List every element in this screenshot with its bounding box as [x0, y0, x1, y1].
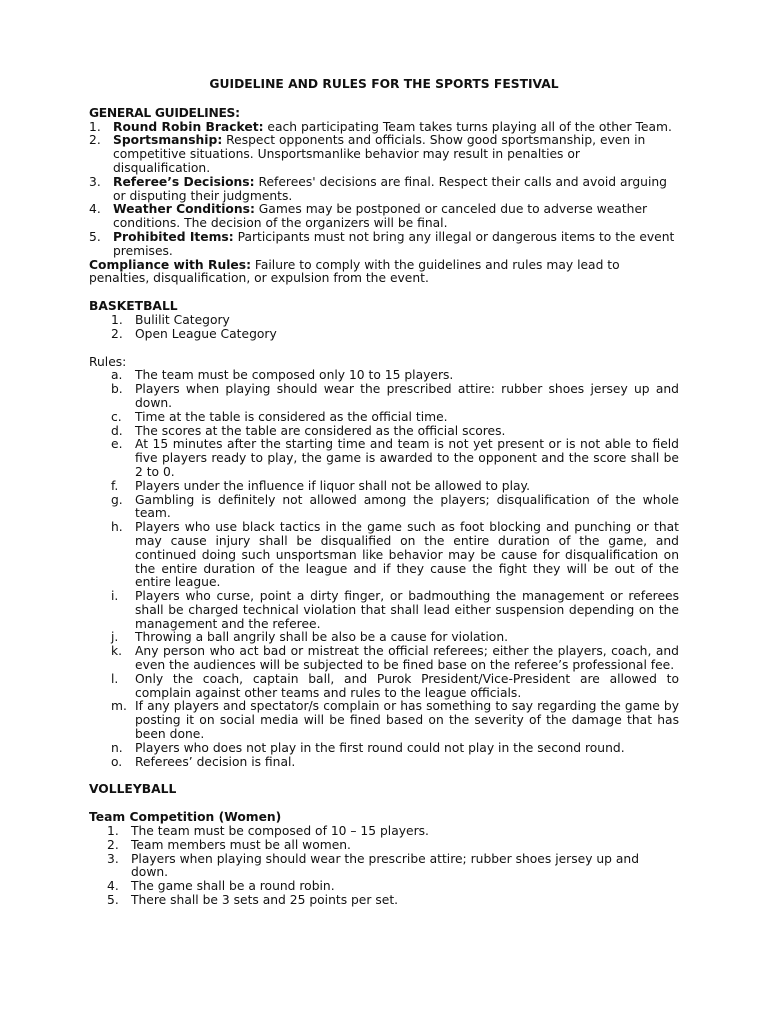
item-number: 1. — [111, 312, 123, 327]
compliance-paragraph — [89, 259, 679, 287]
list-item — [89, 176, 679, 204]
list-item — [89, 134, 679, 175]
item-label: Prohibited Items: — [113, 229, 234, 244]
list-item — [89, 314, 679, 328]
list-item — [89, 480, 679, 494]
item-text: The team must be composed of 10 – 15 players. — [131, 824, 429, 839]
item-text: Throwing a ball angrily shall be also be a cause for violation. — [135, 630, 509, 645]
item-letter: m. — [111, 699, 127, 714]
item-text: Players who curse, point a dirty finger, or badmouthing the management or referees shall be charged technical violation that shall lead either suspension depending on the management and the referee. — [135, 589, 679, 631]
item-text: At 15 minutes after the starting time and team is not yet present or is not able to field five players ready to play, the game is awarded to the opponent and the score shall be 2 to 0. — [135, 437, 679, 479]
volleyball-heading: VOLLEYBALL — [89, 782, 177, 797]
item-letter: l. — [111, 671, 119, 686]
list-item — [89, 328, 679, 342]
list-item — [89, 425, 679, 439]
item-letter: f. — [111, 478, 119, 493]
item-text: Referees' decisions are final. Respect their calls and avoid arguing or disputing their judgments. — [113, 174, 667, 203]
item-text: There shall be 3 sets and 25 points per set. — [131, 893, 399, 908]
item-number: 2. — [107, 837, 119, 852]
list-item — [89, 853, 679, 881]
item-number: 5. — [107, 893, 119, 908]
list-item — [89, 438, 679, 479]
item-text: If any players and spectator/s complain or has something to say regarding the game by posting it on social media will be fined based on the severity of the damage that has been done. — [135, 699, 679, 742]
item-letter: c. — [111, 409, 122, 424]
list-item — [89, 121, 679, 135]
list-item — [89, 383, 679, 411]
item-text: Bulilit Category — [135, 312, 230, 327]
item-letter: o. — [111, 754, 123, 769]
item-number: 5. — [89, 229, 101, 244]
item-text: Games may be postponed or canceled due to adverse weather conditions. The decision of the organizers will be final. — [113, 202, 648, 231]
list-item — [89, 700, 679, 741]
item-text: each participating Team takes turns playing all of the other Team. — [263, 119, 672, 134]
item-number: 1. — [89, 119, 101, 134]
list-item — [89, 203, 679, 231]
compliance-label: Compliance with Rules: — [89, 257, 251, 272]
item-letter: j. — [111, 630, 119, 645]
item-text: Players who does not play in the first round could not play in the second round. — [135, 740, 625, 755]
item-text: Players when playing should wear the prescribed attire: rubber shoes jersey up and down. — [135, 382, 679, 410]
list-item — [89, 231, 679, 259]
item-text: Time at the table is considered as the official time. — [135, 409, 448, 424]
item-letter: h. — [111, 520, 123, 535]
list-item — [89, 825, 679, 839]
item-text: Gambling is definitely not allowed among the players; disqualification of the whole team. — [135, 492, 679, 521]
basketball-rules-list — [89, 369, 679, 769]
basketball-categories-list — [89, 314, 679, 342]
item-label: Sportsmanship: — [113, 133, 223, 148]
basketball-heading: BASKETBALL — [89, 299, 178, 314]
item-label: Round Robin Bracket: — [113, 119, 264, 134]
item-text: The game shall be a round robin. — [131, 879, 335, 894]
item-number: 2. — [111, 326, 123, 341]
document-title: GUIDELINE AND RULES FOR THE SPORTS FESTIVAL — [209, 77, 559, 91]
list-item — [89, 645, 679, 673]
list-item — [89, 521, 679, 590]
list-item — [89, 839, 679, 853]
item-letter: n. — [111, 740, 123, 755]
item-number: 3. — [107, 851, 119, 866]
item-text: Only the coach, captain ball, and Purok President/Vice-President are allowed to complain against other teams and rules to the league officials. — [135, 671, 679, 700]
item-text: Players who use black tactics in the game such as foot blocking and punching or that may cause injury shall be disqualified on the entire duration of the game, and continued doing such unsportsman like behavior may be cause for disqualification on the entire duration of the league and if they cause the fight they will be out of the entire league. — [135, 520, 679, 590]
item-label: Weather Conditions: — [113, 202, 255, 217]
item-text: The team must be composed only 10 to 15 players. — [135, 368, 454, 383]
item-text: Team members must be all women. — [131, 837, 351, 852]
item-letter: g. — [111, 492, 123, 507]
list-item — [89, 631, 679, 645]
list-item — [89, 673, 679, 701]
list-item — [89, 494, 679, 522]
item-text: Referees’ decision is final. — [135, 754, 296, 769]
item-letter: a. — [111, 368, 123, 383]
item-text: The scores at the table are considered as the official scores. — [135, 423, 506, 438]
item-text: Any person who act bad or mistreat the official referees; either the players, coach, and even the audiences will be subjected to be fined base on the referee’s professional fee. — [135, 644, 679, 673]
list-item — [89, 756, 679, 770]
volleyball-list — [89, 825, 679, 908]
general-guidelines-list — [89, 121, 679, 259]
item-letter: d. — [111, 423, 123, 438]
item-number: 3. — [89, 174, 101, 189]
list-item — [89, 590, 679, 631]
item-number: 4. — [89, 202, 101, 217]
item-label: Referee’s Decisions: — [113, 174, 255, 189]
item-letter: e. — [111, 437, 123, 452]
item-text: Players when playing should wear the prescribe attire; rubber shoes jersey up and down. — [131, 851, 640, 880]
general-guidelines-heading: GENERAL GUIDELINES: — [89, 105, 240, 120]
rules-label: Rules: — [89, 354, 127, 369]
item-number: 1. — [107, 824, 119, 839]
item-number: 4. — [107, 879, 119, 894]
item-letter: i. — [111, 589, 119, 604]
volleyball-subheading: Team Competition (Women) — [89, 810, 282, 825]
item-letter: b. — [111, 382, 123, 397]
compliance-text: Failure to comply with the guidelines and rules may lead to penalties, disqualification, or expulsion from the event. — [89, 257, 620, 286]
item-number: 2. — [89, 133, 101, 148]
item-text: Open League Category — [135, 326, 277, 341]
item-text: Respect opponents and officials. Show good sportsmanship, even in competitive situations. Unsportsmanlike behavior may result in penalties or disqualification. — [113, 133, 646, 175]
item-letter: k. — [111, 644, 123, 659]
item-text: Players under the influence if liquor shall not be allowed to play. — [135, 478, 530, 493]
list-item — [89, 742, 679, 756]
list-item — [89, 369, 679, 383]
list-item — [89, 894, 679, 908]
item-text: Participants must not bring any illegal or dangerous items to the event premises. — [113, 229, 675, 258]
list-item — [89, 880, 679, 894]
document-body — [89, 78, 679, 908]
list-item — [89, 411, 679, 425]
